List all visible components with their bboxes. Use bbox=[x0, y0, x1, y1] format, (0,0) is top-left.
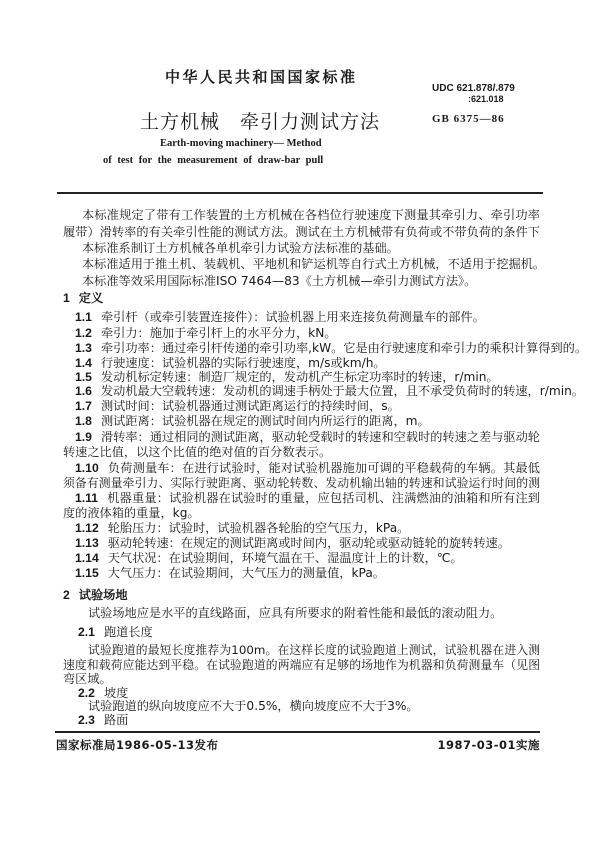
item-text: 牵引功率：通过牵引杆传递的牵引功率,kW。它是由行驶速度和牵引力的乘积计算得到的。 bbox=[100, 341, 588, 355]
section-number: 1 bbox=[63, 291, 70, 305]
item-number: 1.1 bbox=[75, 310, 92, 324]
item-number: 1.12 bbox=[75, 521, 99, 535]
item-number: 1.13 bbox=[75, 536, 99, 550]
definition-item bbox=[75, 356, 386, 371]
item-text: 发动机最大空载转速：发动机的调速手柄处于最大位置，且不承受负荷时的转速，r/min。 bbox=[100, 384, 584, 398]
item-number: 1.14 bbox=[75, 551, 99, 565]
item-number: 1.3 bbox=[75, 341, 92, 355]
definition-item bbox=[75, 414, 430, 429]
item-text: 负荷测量车：在进行试验时，能对试验机器施加可调的平稳载荷的车辆。其最低 bbox=[107, 461, 540, 475]
item-number: 1.7 bbox=[75, 399, 92, 413]
definition-item-continued: 须备有测量牵引力、实际行驶距离、驱动轮转数、发动机输出轴的转速和试验运行时间的测 bbox=[63, 476, 540, 490]
subsection-title: 坡度 bbox=[103, 686, 129, 700]
subsection-heading bbox=[78, 625, 153, 640]
section-number: 2 bbox=[63, 588, 70, 602]
udc-code: UDC 621.878/.879 bbox=[432, 83, 515, 94]
intro-paragraph: 本标准规定了带有工作装置的土方机械在各档位行驶速度下测量其牵引力、牵引功率 bbox=[82, 208, 540, 222]
item-text: 大气压力：在试验期间，大气压力的测量值，kPa。 bbox=[107, 566, 385, 580]
item-number: 1.6 bbox=[75, 384, 92, 398]
definition-item bbox=[75, 491, 540, 506]
item-number: 1.9 bbox=[75, 430, 92, 444]
item-text: 发动机标定转速：制造厂规定的，发动机产生标定功率时的转速，r/min。 bbox=[100, 370, 499, 384]
item-text: 机器重量：试验机器在试验时的重量，应包括司机、注满燃油的油箱和所有注到 bbox=[107, 491, 540, 505]
subsection-number: 2.3 bbox=[78, 713, 95, 727]
item-text: 驱动轮转速：在规定的测试距离或时间内，驱动轮或驱动链轮的旋转转速。 bbox=[107, 536, 510, 550]
section-heading-test-site bbox=[63, 588, 128, 603]
item-text: 天气状况：在试验期间，环境气温在干、湿温度计上的计数，℃。 bbox=[107, 551, 463, 565]
item-number: 1.2 bbox=[75, 326, 92, 340]
definition-item bbox=[75, 341, 587, 356]
definition-item bbox=[75, 384, 584, 399]
section-title: 试验场地 bbox=[78, 588, 128, 602]
intro-paragraph: 本标准等效采用国际标准ISO 7464—83《土方机械—牵引力测试方法》。 bbox=[82, 274, 477, 288]
item-text: 牵引杆（或牵引装置连接件）：试验机器上用来连接负荷测量车的部件。 bbox=[100, 310, 485, 324]
subsection-title: 跑道长度 bbox=[103, 625, 153, 639]
document-title: 土方机械 牵引力测试方法 bbox=[140, 111, 381, 133]
subsection-title: 路面 bbox=[103, 713, 129, 727]
item-text: 牵引力：施加于牵引杆上的水平分力，kN。 bbox=[100, 326, 337, 340]
intro-paragraph: 本标准适用于推土机、装载机、平地机和铲运机等自行式土方机械，不适用于挖掘机。 bbox=[82, 257, 546, 271]
issue-date: 国家标准局1986-05-13发布 bbox=[56, 738, 219, 752]
subsection-body-continued: 速度和载荷应能达到平稳。在试验跑道的两端应有足够的场地作为机器和负荷测量车（见图 bbox=[63, 658, 540, 672]
subsection-body-continued: 弯区域。 bbox=[63, 672, 112, 686]
definition-item bbox=[75, 370, 499, 385]
item-number: 1.8 bbox=[75, 414, 92, 428]
english-title-line-2: of test for the measurement of draw-bar pull bbox=[103, 155, 324, 166]
definition-item bbox=[75, 399, 400, 414]
item-text: 轮胎压力：试验时，试验机器各轮胎的空气压力，kPa。 bbox=[107, 521, 410, 535]
subsection-number: 2.1 bbox=[78, 625, 95, 639]
subsection-heading bbox=[78, 713, 128, 728]
definition-item-continued: 转速之比值，以这个比值的绝对值的百分数表示。 bbox=[63, 445, 332, 459]
item-number: 1.15 bbox=[75, 566, 99, 580]
section-heading-definitions bbox=[63, 291, 103, 306]
definition-item bbox=[75, 521, 409, 536]
subsection-body: 试验跑道的纵向坡度应不大于0.5%，横向坡度应不大于3%。 bbox=[88, 699, 419, 713]
definition-item bbox=[75, 536, 510, 551]
header-divider bbox=[57, 192, 543, 194]
gb-number: GB 6375—86 bbox=[432, 113, 505, 125]
udc-code-continued: :621.018 bbox=[468, 94, 504, 104]
country-standard-heading: 中华人民共和国国家标准 bbox=[165, 68, 358, 86]
intro-paragraph-continued: 履带）滑转率的有关牵引性能的测试方法。测试在土方机械带有负荷或不带负荷的条件下 bbox=[63, 225, 540, 239]
definition-item-continued: 度的液体箱的重量，kg。 bbox=[63, 506, 200, 520]
subsection-body: 试验跑道的最短长度推荐为100m。在这样长度的试验跑道上测试，试验机器在进入测 bbox=[88, 643, 540, 657]
definition-item bbox=[75, 430, 540, 445]
definition-item bbox=[75, 461, 540, 476]
subsection-number: 2.2 bbox=[78, 686, 95, 700]
item-text: 行驶速度：试验机器的实际行驶速度，m/s或km/h。 bbox=[100, 356, 386, 370]
section-body: 试验场地应是水平的直线路面，应具有所要求的附着性能和最低的滚动阻力。 bbox=[88, 606, 503, 620]
item-text: 测试距离：试验机器在规定的测试时间内所运行的距离，m。 bbox=[100, 414, 430, 428]
definition-item bbox=[75, 566, 385, 581]
footer-divider bbox=[55, 731, 540, 733]
item-number: 1.11 bbox=[75, 491, 99, 505]
effective-date: 1987-03-01实施 bbox=[437, 738, 540, 752]
item-number: 1.5 bbox=[75, 370, 92, 384]
definition-item bbox=[75, 310, 485, 325]
item-text: 测试时间：试验机器通过测试距离运行的持续时间，s。 bbox=[100, 399, 400, 413]
intro-paragraph: 本标准系制订土方机械各单机牵引力试验方法标准的基础。 bbox=[82, 241, 399, 255]
item-number: 1.10 bbox=[75, 461, 99, 475]
section-title: 定义 bbox=[78, 291, 104, 305]
item-number: 1.4 bbox=[75, 356, 92, 370]
english-title-line-1: Earth-moving machinery— Method bbox=[160, 138, 322, 149]
definition-item bbox=[75, 551, 463, 566]
item-text: 滑转率：通过相同的测试距离，驱动轮受载时的转速和空载时的转速之差与驱动轮 bbox=[100, 430, 540, 444]
definition-item bbox=[75, 326, 337, 341]
